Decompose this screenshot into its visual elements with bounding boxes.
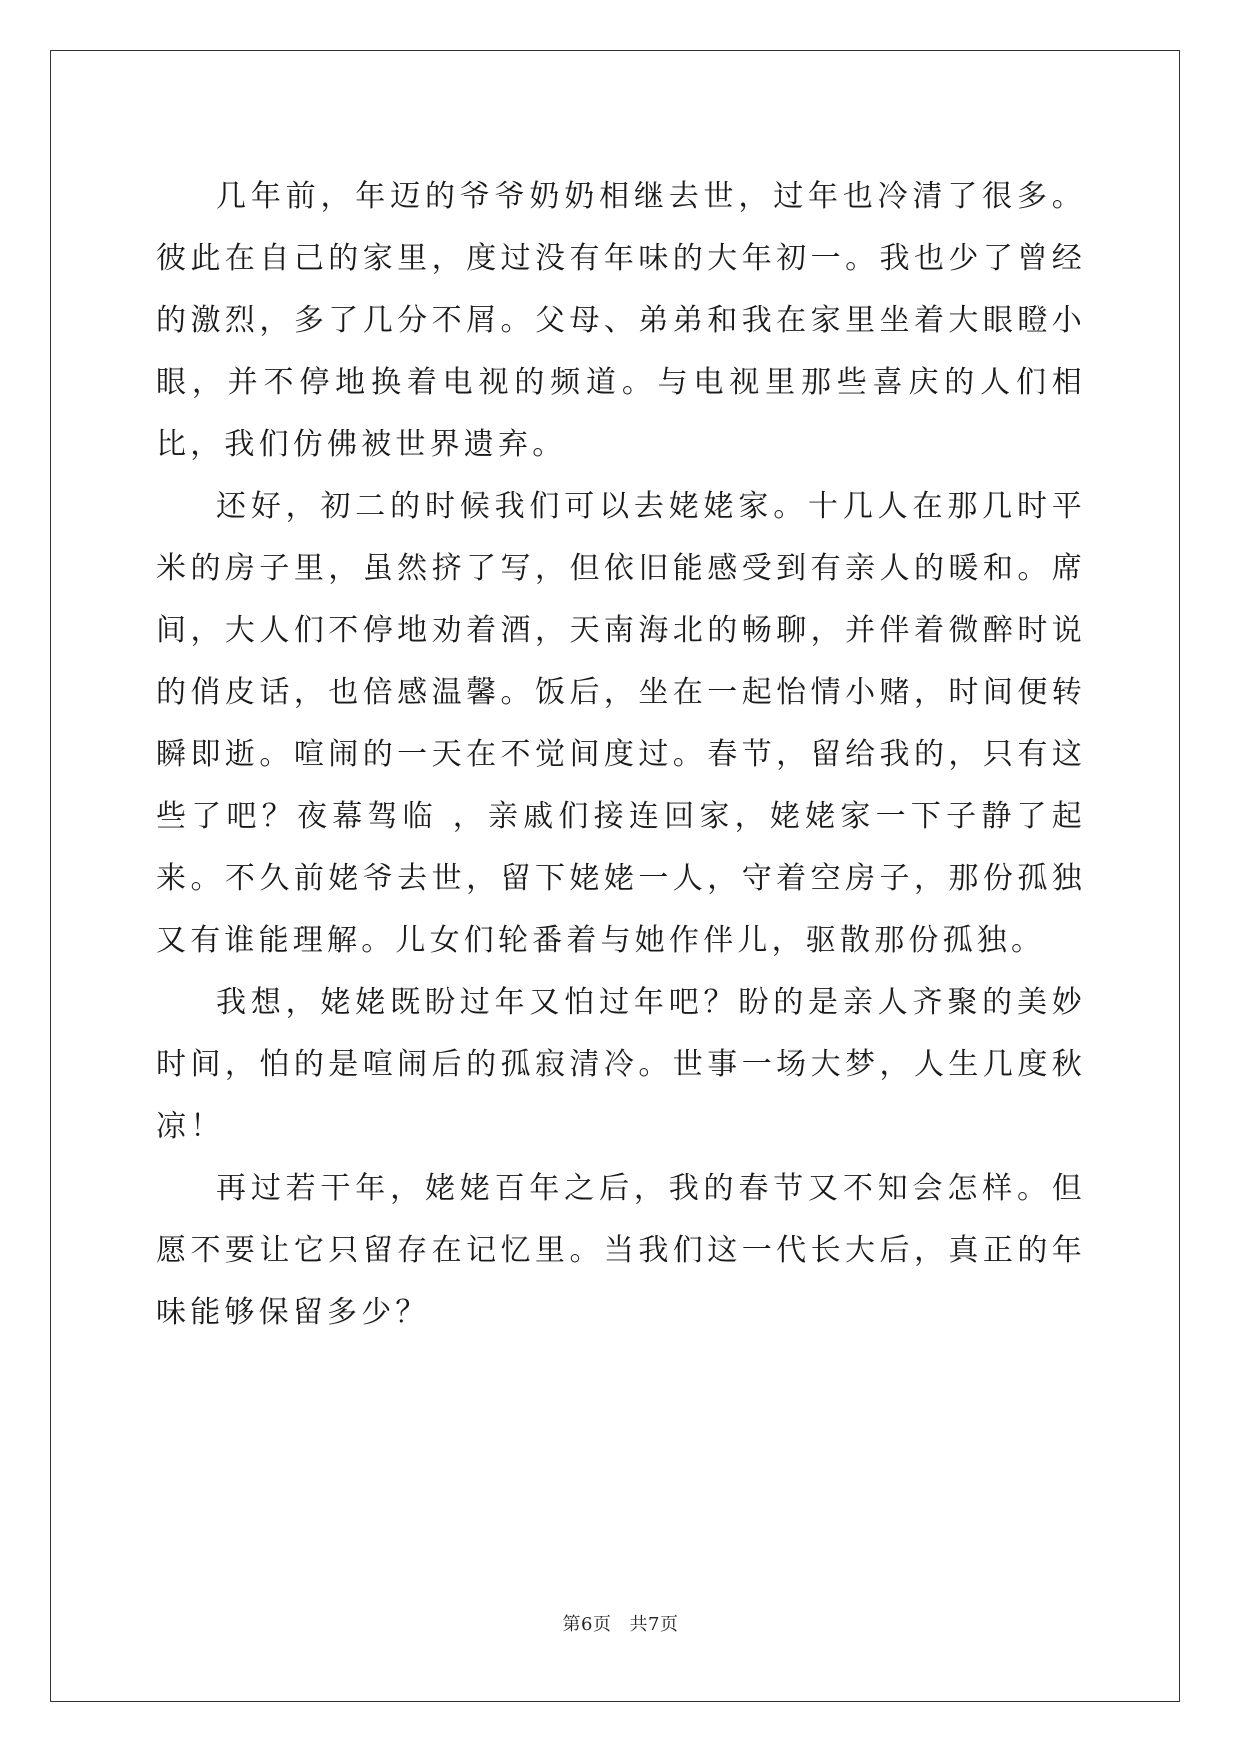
paragraph-4: 再过若干年，姥姥百年之后，我的春节又不知会怎样。但愿不要让它只留存在记忆里。当我们这一代长大后，真正的年味能够保留多少？ [156,1171,1086,1330]
paragraph-1: 几年前，年迈的爷爷奶奶相继去世，过年也冷清了很多。彼此在自己的家里，度过没有年味的大年初一。我也少了曾经的激烈，多了几分不屑。父母、弟弟和我在家里坐着大眼瞪小眼，并不停地换着电视的频道。与电视里那些喜庆的人们相比，我们仿佛被世界遗弃。 [156,179,1086,462]
total-page-count: 共7页 [629,1614,679,1635]
document-body [156,166,1086,1344]
paragraph-2: 还好，初二的时候我们可以去姥姥家。十几人在那几时平米的房子里，虽然挤了写，但依旧能感受到有亲人的暖和。席间，大人们不停地劝着酒，天南海北的畅聊，并伴着微醉时说的俏皮话，也倍感温馨。饭后，坐在一起怡情小赌，时间便转瞬即逝。喧闹的一天在不觉间度过。春节，留给我的，只有这些了吧？夜幕驾临 ，亲戚们接连回家，姥姥家一下子静了起来。不久前姥爷去世，留下姥姥一人，守着空房子，那份孤独又有谁能理解。儿女们轮番着与她作伴儿，驱散那份孤独。 [156,489,1086,958]
paragraph-3: 我想，姥姥既盼过年又怕过年吧？盼的是亲人齐聚的美妙时间，怕的是喧闹后的孤寂清冷。世事一场大梦，人生几度秋凉！ [156,985,1086,1144]
page-footer [0,1610,1241,1636]
current-page-number: 第6页 [562,1614,612,1635]
